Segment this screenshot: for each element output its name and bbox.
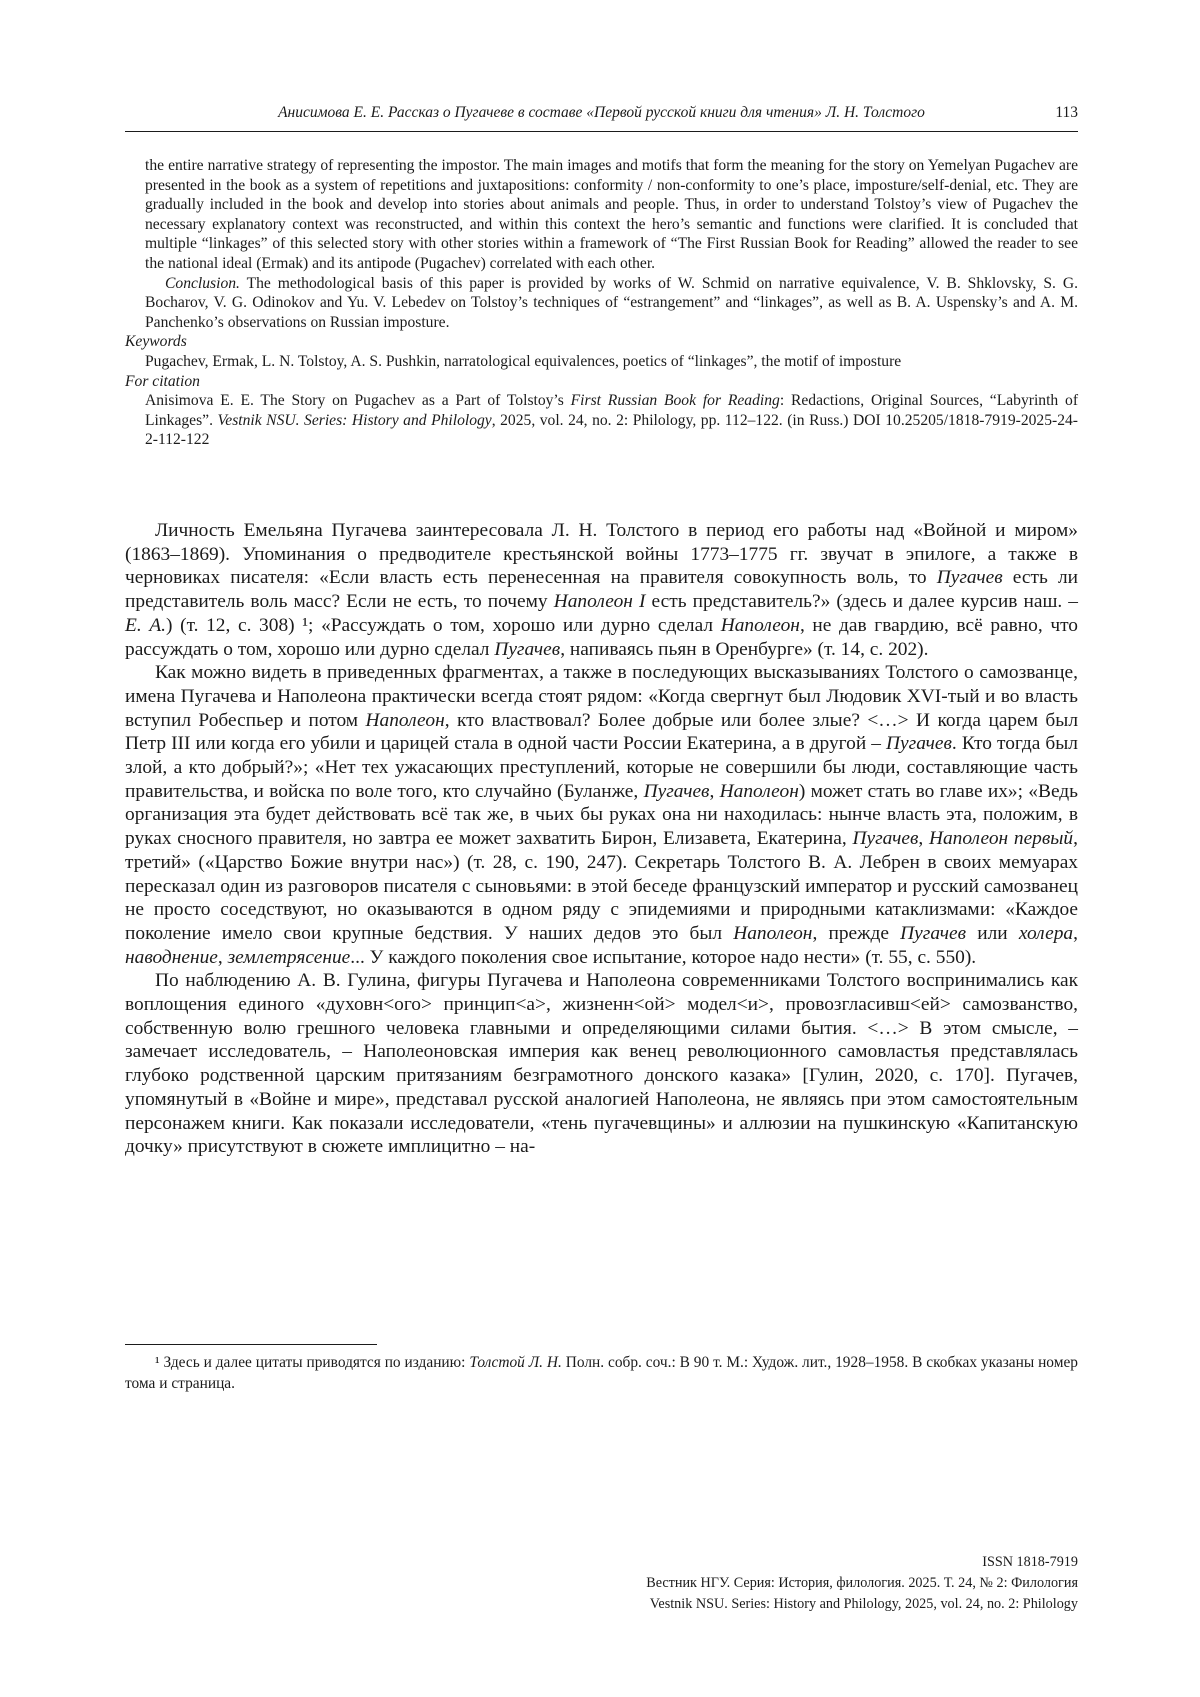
footnote-separator bbox=[125, 1344, 377, 1345]
citation-text: Anisimova E. E. The Story on Pugachev as a Part of Tolstoy’s First Russian Book for Reading: Redactions, Original Sources, “Labyrinth of Linkages”. Vestnik NSU. Series: History and Philology, 2025, vol. 24, no. 2: Philology, pp. 112–122. (in Russ.) DOI 10.25205/1818-7919-2025-24-2-112-122 bbox=[145, 392, 1079, 449]
footer-issn: ISSN 1818-7919 bbox=[982, 1554, 1078, 1570]
abstract-section bbox=[125, 156, 1078, 450]
header-rule bbox=[125, 131, 1078, 132]
keywords-text: Pugachev, Ermak, L. N. Tolstoy, A. S. Pushkin, narratological equivalences, poetics of “linkages”, the motif of imposture bbox=[145, 352, 902, 370]
body-paragraph-2: Как можно видеть в приведенных фрагментах, а также в последующих высказываниях Толстого о самозванце, имена Пугачева и Наполеона практически всегда стоят рядом: «Когда свергнут был Людовик XVI-тый и во власть вступил Робеспьер и потом Наполеон, кто властвовал? Более добрые или более злые? <…> И когда царем был Петр III или когда его убили и царицей стала в одной части России Екатерина, а в другой – Пугачев. Кто тогда был злой, а кто добрый?»; «Нет тех ужасающих преступлений, которые не совершили бы люди, составляющие часть правительства, и войска по воле того, кто случайно (Буланже, Пугачев, Наполеон) может стать во главе их»; «Ведь организация эта будет действовать всё так же, в чьих бы руках она ни находилась: нынче власть эта, положим, в руках сносного правителя, но завтра ее может захватить Бирон, Елизавета, Екатерина, Пугачев, Наполеон первый, третий» («Царство Божие внутри нас») (т. 28, с. 190, 247). Секретарь Толстого В. А. Лебрен в своих мемуарах пересказал один из разговоров писателя с сыновьями: в этой беседе французский император и русский самозванец не просто соседствуют, но оказываются в одном ряду с эпидемиями и природными катаклизмами: «Каждое поколение имело свои крупные бедствия. У наших дедов это был Наполеон, прежде Пугачев или холера, наводнение, землетрясение... У каждого поколения свое испытание, которое надо нести» (т. 55, с. 550). bbox=[125, 662, 1078, 968]
footer-journal-line-ru: Вестник НГУ. Серия: История, филология. 2025. Т. 24, № 2: Филология bbox=[646, 1574, 1078, 1591]
footnote-text: ¹ Здесь и далее цитаты приводятся по изданию: Толстой Л. Н. Полн. собр. соч.: В 90 т. М.: Худож. лит., 1928–1958. В скобках указаны номер тома и страница. bbox=[125, 1354, 1078, 1392]
footnote-section bbox=[125, 1353, 1078, 1394]
for-citation-label: For citation bbox=[125, 372, 200, 390]
abstract-conclusion-paragraph: Conclusion. The methodological basis of this paper is provided by works of W. Schmid on narrative equivalence, V. B. Shklovsky, S. G. Bocharov, V. G. Odinokov and Yu. V. Lebedev on Tolstoy’s techniques of “estrangement” and “linkages”, as well as B. A. Uspensky’s and A. M. Panchenko’s observations on Russian imposture. bbox=[145, 274, 1078, 331]
keywords-label: Keywords bbox=[125, 333, 187, 351]
footer-journal-line-en: Vestnik NSU. Series: History and Philology, 2025, vol. 24, no. 2: Philology bbox=[649, 1595, 1078, 1612]
body-paragraph-3: По наблюдению А. В. Гулина, фигуры Пугачева и Наполеона современниками Толстого воспринимались как воплощения единого «духовн<ого> принцип<а>, жизненн<ой> модел<и>, провозгласивш<ей> самозванство, собственную волю грешного человека главными и определяющими силами бытия. <…> В этом смысле, – замечает исследователь, – Наполеоновская империя как венец революционного самовластья представлялась глубоко родственной царским притязаниям безграмотного донского казака» [Гулин, 2020, с. 170]. Пугачев, упомянутый в «Войне и мире», представал русской аналогией Наполеона, не являясь при этом самостоятельным персонажем книги. Как показали исследователи, «тень пугачевщины» и аллюзии на пушкинскую «Капитанскую дочку» присутствуют в сюжете имплицитно – на- bbox=[125, 970, 1078, 1158]
page-number: 113 bbox=[1055, 104, 1078, 121]
running-head bbox=[125, 103, 1078, 123]
article-body bbox=[125, 519, 1078, 1159]
running-head-title: Анисимова Е. Е. Рассказ о Пугачеве в составе «Первой русской книги для чтения» Л. Н. Толстого bbox=[278, 104, 925, 121]
page-footer bbox=[646, 1552, 1078, 1614]
abstract-continuation-paragraph: the entire narrative strategy of representing the impostor. The main images and motifs that form the meaning for the story on Yemelyan Pugachev are presented in the book as a system of repetitions and juxtapositions: conformity / non-conformity to one’s place, imposture/self-denial, etc. They are gradually included in the book and develop into stories about animals and people. Thus, in order to understand Tolstoy’s view of Pugachev the necessary explanatory context was reconstructed, and within this context the hero’s semantic and functions were clarified. It is concluded that multiple “linkages” of this selected story with other stories within a framework of “The First Russian Book for Reading” allowed the reader to see the national ideal (Ermak) and its antipode (Pugachev) correlated with each other. bbox=[145, 157, 1078, 272]
body-paragraph-1: Личность Емельяна Пугачева заинтересовала Л. Н. Толстого в период его работы над «Войной и миром» (1863–1869). Упоминания о предводителе крестьянской войны 1773–1775 гг. звучат в эпилоге, а также в черновиках писателя: «Если власть есть перенесенная на правителя совокупность воль, то Пугачев есть ли представитель воль масс? Если не есть, то почему Наполеон I есть представитель?» (здесь и далее курсив наш. – Е. А.) (т. 12, с. 308) ¹; «Рассуждать о том, хорошо или дурно сделал Наполеон, не дав гвардию, всё равно, что рассуждать о том, хорошо или дурно сделал Пугачев, напиваясь пьян в Оренбурге» (т. 14, с. 202). bbox=[125, 520, 1079, 660]
